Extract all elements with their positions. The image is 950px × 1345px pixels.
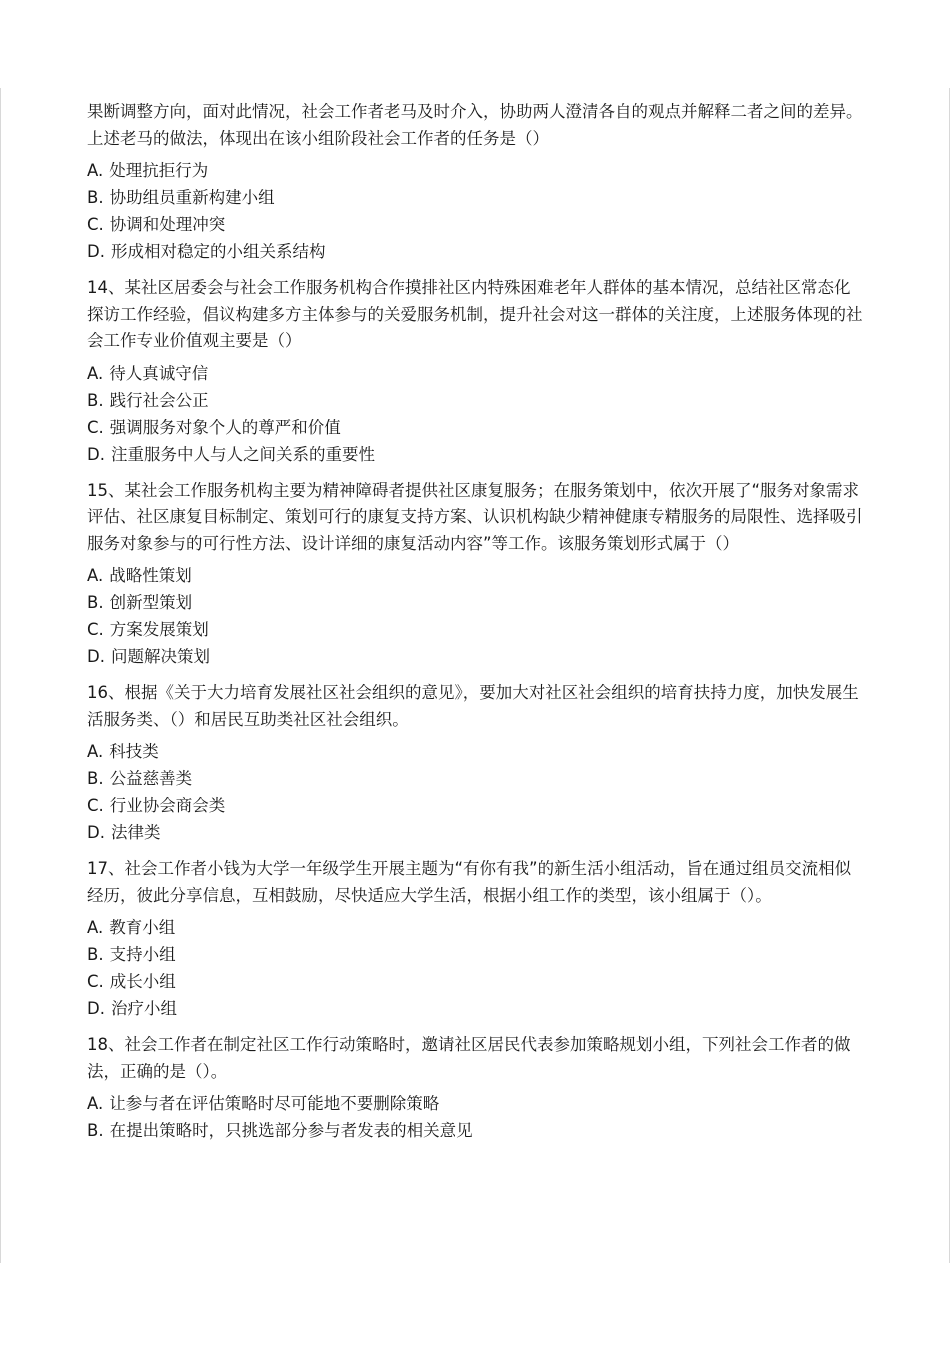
- option-item: [87, 765, 865, 792]
- option-item: [87, 914, 865, 941]
- page-border-left: [0, 88, 1, 1263]
- option-item: [87, 643, 865, 670]
- option-list: [87, 562, 865, 670]
- option-text: 行业协会商会类: [109, 796, 226, 815]
- question-stem: 17、社会工作者小钱为大学一年级学生开展主题为“有你有我”的新生活小组活动，旨在通过组员交流相似经历，彼此分享信息，互相鼓励，尽快适应大学生活，根据小组工作的类型，该小组属于（）。: [87, 859, 852, 905]
- option-letter: A.: [87, 161, 104, 180]
- option-letter: A.: [87, 566, 104, 585]
- option-item: [87, 616, 865, 643]
- question-block: [87, 478, 865, 671]
- question-block: [87, 275, 865, 468]
- question-stem: 果断调整方向，面对此情况，社会工作者老马及时介入，协助两人澄清各自的观点并解释二者之间的差异。上述老马的做法，体现出在该小组阶段社会工作者的任务是（）: [87, 102, 863, 148]
- option-item: [87, 238, 865, 265]
- option-letter: C.: [87, 417, 104, 437]
- option-item: [87, 211, 865, 238]
- option-text: 教育小组: [109, 918, 176, 937]
- option-text: 科技类: [109, 742, 159, 761]
- option-item: [87, 441, 865, 468]
- option-letter: D.: [87, 823, 105, 842]
- option-letter: A.: [87, 918, 104, 937]
- option-item: [87, 387, 865, 414]
- option-letter: C.: [87, 620, 104, 639]
- option-item: [87, 968, 865, 995]
- option-list: [87, 360, 865, 468]
- option-item: [87, 157, 865, 184]
- option-list: [87, 738, 865, 846]
- option-text: 问题解决策划: [110, 647, 210, 666]
- option-item: [87, 1090, 865, 1117]
- option-list: [87, 1090, 865, 1144]
- option-text: 治疗小组: [110, 999, 177, 1018]
- option-text: 践行社会公正: [109, 390, 209, 410]
- document-body: [87, 99, 865, 1154]
- option-item: [87, 1117, 865, 1144]
- option-letter: B.: [87, 593, 104, 612]
- option-item: [87, 562, 865, 589]
- option-item: [87, 360, 865, 387]
- option-text: 处理抗拒行为: [109, 161, 209, 180]
- option-text: 成长小组: [109, 972, 176, 991]
- option-text: 协助组员重新构建小组: [109, 188, 275, 207]
- option-text: 公益慈善类: [109, 769, 193, 788]
- option-text: 协调和处理冲突: [109, 215, 226, 234]
- option-text: 在提出策略时，只挑选部分参与者发表的相关意见: [109, 1121, 473, 1140]
- option-item: [87, 792, 865, 819]
- option-letter: D.: [87, 647, 105, 666]
- option-letter: B.: [87, 945, 104, 964]
- option-letter: C.: [87, 796, 104, 815]
- option-letter: B.: [87, 769, 104, 788]
- option-text: 支持小组: [109, 945, 176, 964]
- question-block: [87, 856, 865, 1022]
- option-letter: A.: [87, 1094, 104, 1113]
- option-letter: B.: [87, 1121, 104, 1140]
- option-text: 让参与者在评估策略时尽可能地不要删除策略: [109, 1094, 440, 1113]
- option-item: [87, 589, 865, 616]
- option-item: [87, 414, 865, 441]
- option-text: 注重服务中人与人之间关系的重要性: [110, 444, 375, 464]
- option-text: 创新型策划: [109, 593, 193, 612]
- option-letter: B.: [87, 390, 104, 410]
- option-letter: A.: [87, 742, 104, 761]
- option-text: 方案发展策划: [109, 620, 209, 639]
- question-stem: 16、根据《关于大力培育发展社区社会组织的意见》，要加大对社区社会组织的培育扶持力度，加快发展生活服务类、（）和居民互助类社区社会组织。: [87, 683, 859, 729]
- option-letter: A.: [87, 363, 104, 383]
- question-stem: 18、社会工作者在制定社区工作行动策略时，邀请社区居民代表参加策略规划小组，下列社会工作者的做法，正确的是（）。: [87, 1035, 851, 1081]
- option-letter: C.: [87, 972, 104, 991]
- option-text: 形成相对稳定的小组关系结构: [110, 242, 326, 261]
- option-text: 强调服务对象个人的尊严和价值: [109, 417, 341, 437]
- option-item: [87, 184, 865, 211]
- option-item: [87, 941, 865, 968]
- question-stem: 14、某社区居委会与社会工作服务机构合作摸排社区内特殊困难老年人群体的基本情况，总结社区常态化探访工作经验，倡议构建多方主体参与的关爱服务机制，提升社会对这一群体的关注度，上述服务体现的社会工作专业价值观主要是（）: [87, 278, 863, 350]
- option-text: 战略性策划: [109, 566, 192, 585]
- option-letter: D.: [87, 444, 105, 464]
- question-block: [87, 680, 865, 846]
- option-letter: B.: [87, 188, 104, 207]
- option-item: [87, 738, 865, 765]
- option-item: [87, 995, 865, 1022]
- option-item: [87, 819, 865, 846]
- option-letter: C.: [87, 215, 104, 234]
- option-list: [87, 157, 865, 265]
- option-letter: D.: [87, 999, 105, 1018]
- question-stem: 15、某社会工作服务机构主要为精神障碍者提供社区康复服务；在服务策划中，依次开展了“服务对象需求评估、社区康复目标制定、策划可行的康复支持方案、认识机构缺少精神健康专精服务的局限性、选择吸引服务对象参与的可行性方法、设计详细的康复活动内容”等工作。该服务策划形式属于（）: [87, 480, 863, 553]
- option-list: [87, 914, 865, 1022]
- option-text: 待人真诚守信: [109, 363, 209, 383]
- option-text: 法律类: [110, 823, 161, 842]
- question-block: [87, 99, 865, 265]
- question-block: [87, 1032, 865, 1144]
- option-letter: D.: [87, 242, 105, 261]
